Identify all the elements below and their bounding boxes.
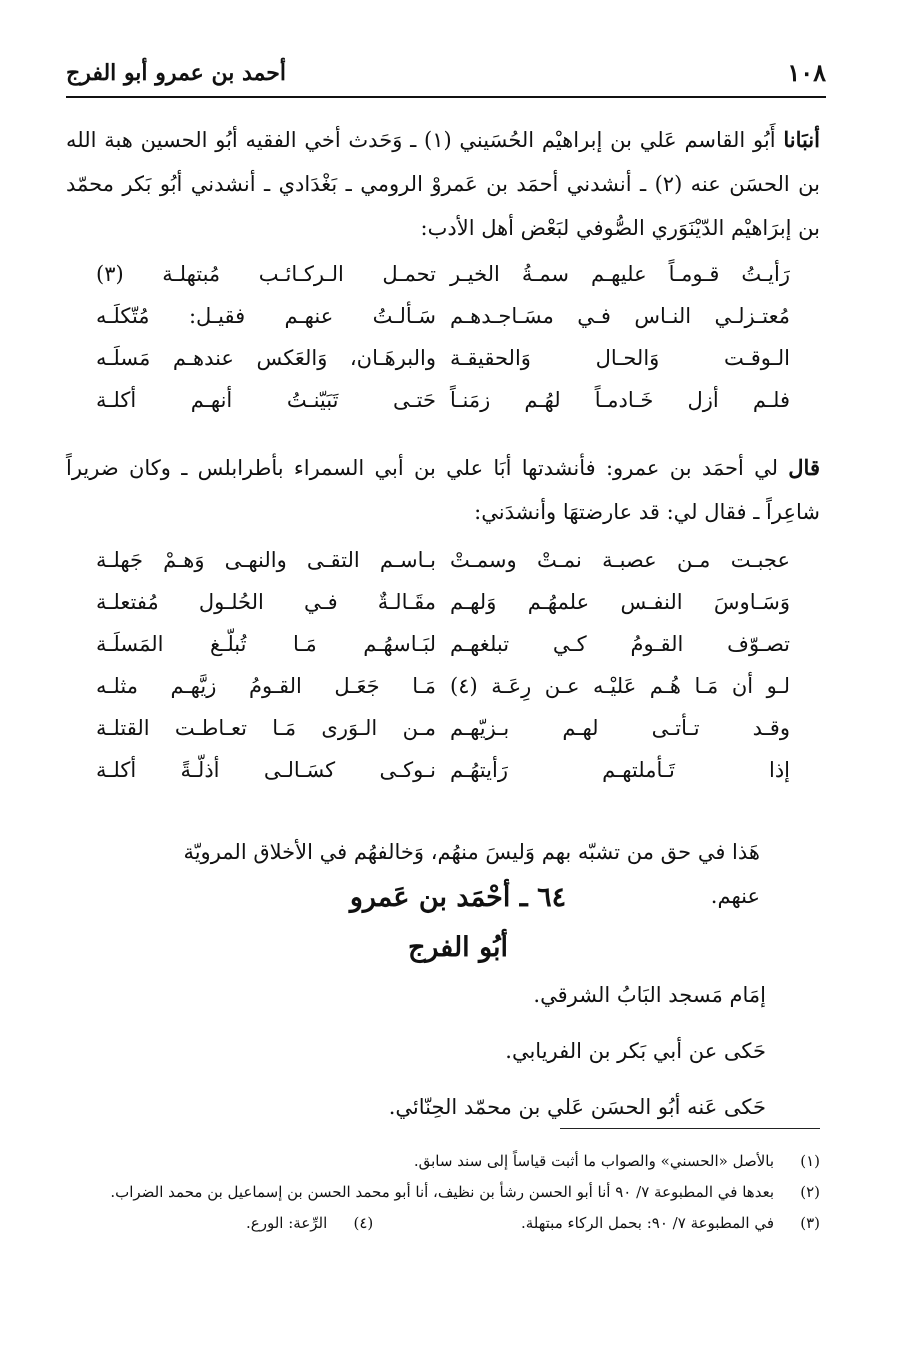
entry-heading: ٦٤ ـ أحْمَد بن عَمرو	[349, 882, 567, 913]
footnote	[66, 1146, 820, 1177]
verse	[96, 548, 790, 590]
verse	[96, 388, 790, 430]
page-number: ١٠٨	[787, 58, 826, 87]
poem-1	[96, 262, 790, 430]
footnote-number: (١)	[800, 1152, 820, 1170]
verse-first-hemistich: عجبـت مـن عصبـة نمـتْ وسمـتْ	[450, 548, 790, 572]
footnote-row	[66, 1208, 820, 1239]
paragraph-lead-word: أنبَانا	[783, 127, 820, 152]
verse-second-hemistich: تحمـل الـركـائـب مُبتهلـة (٣)	[96, 262, 436, 286]
verse-first-hemistich: وَسَـاوسَ النفـس علمهُـم وَلهـم	[450, 590, 790, 614]
verse-first-hemistich: الـوقـت وَالحـال وَالحقيقـة	[450, 346, 790, 370]
verse	[96, 346, 790, 388]
verse	[96, 590, 790, 632]
footnote	[521, 1208, 820, 1239]
footnote	[66, 1177, 820, 1208]
verse-second-hemistich: بـاسـم التقـى والنهـى وَهـمْ جَهلـة	[96, 548, 436, 572]
running-title: أحمد بن عمرو أبو الفرج	[66, 60, 286, 86]
verse	[96, 716, 790, 758]
closing-remark: هَذا في حق من تشبّه بهم وَليسَ منهُم، وَخالفهُم في الأخلاق المرويّة عنهم.	[183, 840, 760, 908]
verse	[96, 674, 790, 716]
paragraph-text: أَبُو القاسم عَلي بن إبراهيْم الحُسَيني (١) ـ وَحَدث أخي الفقيه أبُو الحسين هبة الله بن الحسَن عنه (٢) ـ أنشدني أحمَد بن عَمروْ الرومي ـ بَغْدَادي ـ أنشدني أبُو بَكر محمّد بن إبرَاهيْم الدّيْنَوَري الصُّوفي لبَعْض أهل الأدب:	[66, 128, 820, 240]
verse-first-hemistich: مُعتـزلـي النـاس فـي مسَـاجـدهـم	[450, 304, 790, 328]
footnote-number: (٤)	[353, 1214, 374, 1232]
page-header	[66, 58, 826, 98]
verse	[96, 632, 790, 674]
footnote-number: (٣)	[800, 1214, 820, 1232]
footnote	[246, 1208, 373, 1239]
footnotes	[66, 1146, 820, 1239]
entry-line: حَكى عَنه أبُو الحسَن عَلي بن محمّد الحِنّائي.	[388, 1095, 766, 1119]
header-rule	[66, 96, 826, 98]
footnote-text: في المطبوعة ٧/ ٩٠: بحمل الركاء مبتهلة.	[520, 1214, 774, 1232]
verse-first-hemistich: تصـوّف القـومُ كـي تبلغهـم	[450, 632, 790, 656]
verse-second-hemistich: سَـألـتُ عنهـم فقيـل: مُتّكلَـه	[96, 304, 436, 328]
verse-first-hemistich: وقـد تـأتـى لهـم بـزيّهـم	[450, 716, 790, 740]
paragraph-narration	[66, 446, 820, 534]
footnote-rule	[560, 1128, 820, 1129]
paragraph-text: لي أحمَد بن عمرو: فأنشدتها أبَا علي بن أبي السمراء بأطرابلس ـ وكان ضريراً شاعِراً ـ فقال لي: قد عارضتهَا وأنشدَني:	[66, 456, 820, 524]
verse-second-hemistich: مـن الـوَرى مَـا تعـاطـت القتلـة	[96, 716, 436, 740]
entry-body	[150, 970, 766, 1138]
verse	[96, 262, 790, 304]
footnote-number: (٢)	[800, 1183, 820, 1201]
entry-kunya: أبُو الفرج	[407, 932, 509, 963]
verse	[96, 304, 790, 346]
verse-first-hemistich: رَأيـتُ قـومـاً عليهـم سمـةُ الخيـر	[450, 262, 790, 286]
verse-first-hemistich: لـو أن مَـا هُـم عَليْـه عـن رِعَـة (٤)	[450, 674, 790, 698]
verse-first-hemistich: فلـم أزل خَـادمـاً لهُـم زمَنـاً	[450, 388, 790, 412]
verse-second-hemistich: مَـا جَعَـل القـومُ زيَّهـم مثلـه	[96, 674, 436, 698]
footnote-text: الرِّعة: الورع.	[246, 1214, 328, 1232]
paragraph-lead-word: قال	[788, 455, 820, 480]
entry-line: حَكى عن أبي بَكر بن الفريابي.	[505, 1039, 766, 1063]
verse-first-hemistich: إذا تَـأملتهـم رَأيتهُـم	[450, 758, 790, 782]
poem-2	[96, 548, 790, 800]
verse	[96, 758, 790, 800]
footnote-text: بعدها في المطبوعة ٧/ ٩٠ أنا أبو الحسن رشأ بن نظيف، أنا أبو محمد الحسن بن إسماعيل بن محمد الضراب.	[110, 1183, 774, 1201]
verse-second-hemistich: والبرهَـان، وَالعَكس عندهـم مَسلَـه	[96, 346, 436, 370]
paragraph-isnad	[66, 118, 820, 250]
entry-line: إمَام مَسجد البَابُ الشرقي.	[533, 983, 766, 1007]
verse-second-hemistich: حَتـى تَبَيّنـتُ أنهـم أكلـة	[96, 388, 436, 412]
verse-second-hemistich: لبَـاسهُـم مَـا تُبلّـغ المَسلَـة	[96, 632, 436, 656]
verse-second-hemistich: نـوكـى كسَـالـى أذلّـةً أكلـة	[96, 758, 436, 782]
footnote-text: بالأصل «الحسني» والصواب ما أثبت قياساً إلى سند سابق.	[413, 1152, 774, 1170]
verse-second-hemistich: مقَـالـةٌ فـي الحُلـول مُفتعلـة	[96, 590, 436, 614]
